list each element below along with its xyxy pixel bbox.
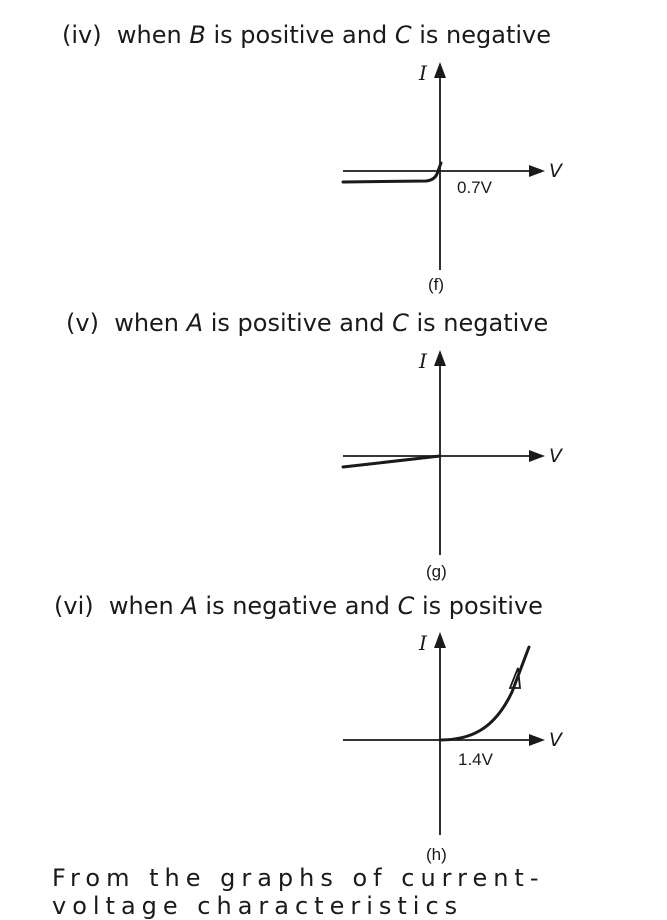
x-axis-arrowhead	[529, 450, 545, 462]
iv-curve	[343, 163, 441, 182]
cut-off-text: From the graphs of current-voltage characteristics	[52, 864, 545, 920]
x-axis-label: V	[549, 160, 562, 182]
terminal-label: B	[189, 21, 206, 49]
terminal-label: C	[392, 309, 409, 337]
terminal-label: A	[186, 309, 204, 337]
threshold-annotation: 0.7V	[457, 178, 492, 197]
y-axis-label: I	[419, 349, 427, 373]
figure-caption: (h)	[426, 845, 447, 864]
heading-phrase: is positive	[422, 592, 543, 620]
heading-part-vi	[54, 594, 543, 618]
x-axis-label: V	[549, 445, 562, 467]
part-number: (v)	[66, 309, 99, 337]
graph-f	[0, 0, 667, 300]
y-axis-arrowhead	[434, 62, 446, 78]
cut-off-text-line	[0, 862, 667, 920]
iv-curve	[440, 647, 529, 740]
heading-phrase: is negative and	[205, 592, 390, 620]
x-axis-arrowhead	[529, 165, 545, 177]
terminal-label: A	[181, 592, 198, 620]
y-axis-arrowhead	[434, 632, 446, 648]
y-axis-arrowhead	[434, 350, 446, 366]
figure-caption: (g)	[426, 562, 447, 581]
heading-word: when	[116, 21, 182, 49]
figure-caption: (f)	[428, 275, 445, 294]
x-axis-label: V	[549, 729, 562, 751]
heading-phrase: is positive and	[213, 21, 388, 49]
part-number: (vi)	[54, 592, 94, 620]
threshold-annotation: 1.4V	[458, 750, 493, 769]
heading-part-v	[66, 311, 548, 335]
heading-word: when	[108, 592, 174, 620]
heading-phrase: is negative	[416, 309, 549, 337]
graph-h	[0, 620, 667, 865]
heading-phrase: is positive and	[210, 309, 385, 337]
y-axis-label: I	[419, 61, 427, 85]
terminal-label: C	[394, 21, 412, 49]
y-axis-label: I	[419, 631, 427, 655]
heading-phrase: is negative	[419, 21, 551, 49]
graph-g	[0, 340, 667, 590]
heading-word: when	[114, 309, 180, 337]
x-axis-arrowhead	[529, 734, 545, 746]
part-number: (iv)	[62, 21, 102, 49]
iv-curve	[343, 456, 440, 467]
terminal-label: C	[397, 592, 415, 620]
